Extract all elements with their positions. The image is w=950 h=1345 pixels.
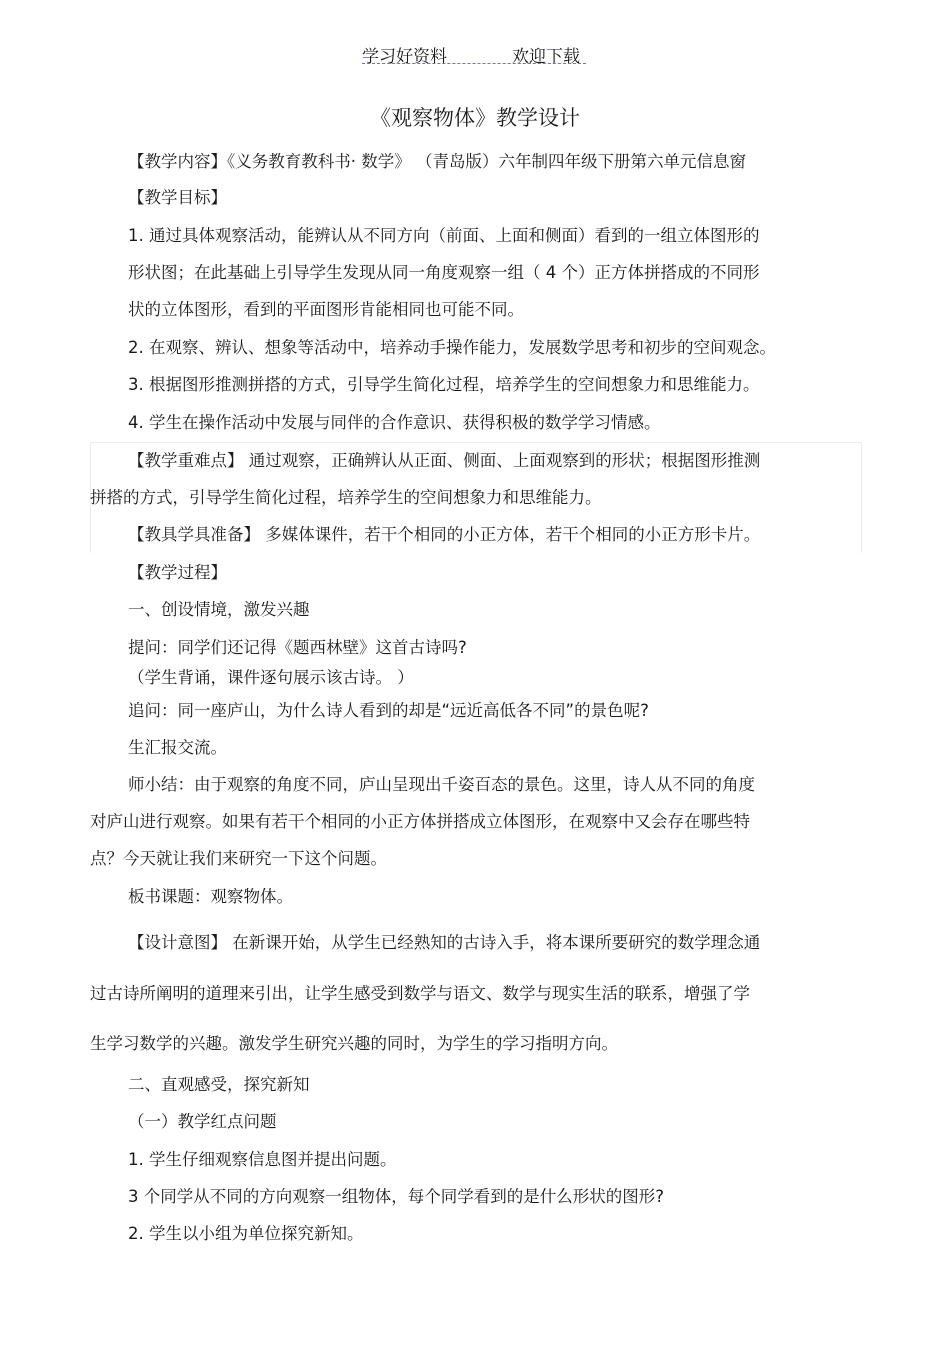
summary-line-3: 点？今天就让我们来研究一下这个问题。	[90, 849, 387, 868]
recite-line: （学生背诵，课件逐句展示该古诗。 ）	[128, 668, 414, 687]
goal-3: 3. 根据图形推测拼搭的方式，引导学生简化过程，培养学生的空间想象力和思维能力。	[128, 375, 760, 394]
goal-4: 4. 学生在操作活动中发展与同伴的合作意识、获得积极的数学学习情感。	[128, 413, 661, 432]
subsection-1-heading: （一）教学红点问题	[128, 1112, 277, 1131]
page-header	[0, 40, 950, 66]
step-1-line: 1. 学生仔细观察信息图并提出问题。	[128, 1150, 397, 1169]
follow-up-line: 追问：同一座庐山，为什么诗人看到的却是“远近高低各不同”的景色呢?	[128, 701, 649, 720]
design-intent-line-2: 过古诗所阐明的道理来引出，让学生感受到数学与语文、数学与现实生活的联系，增强了学	[90, 984, 750, 1003]
report-line: 生汇报交流。	[128, 738, 227, 757]
teaching-goals-heading: 【教学目标】	[128, 188, 227, 207]
header-dashed-underline	[362, 63, 586, 64]
goal-1-line-2: 形状图；在此基础上引导学生发现从同一角度观察一组（ 4 个）正方体拼搭成的不同形	[128, 263, 760, 282]
goal-1-line-1: 1. 通过具体观察活动，能辨认从不同方向（前面、上面和侧面）看到的一组立体图形的	[128, 226, 760, 245]
key-points-line-2: 拼搭的方式，引导学生简化过程，培养学生的空间想象力和思维能力。	[90, 488, 602, 507]
design-intent-line-3: 生学习数学的兴趣。激发学生研究兴趣的同时，为学生的学习指明方向。	[90, 1034, 618, 1053]
section-1-heading: 一、创设情境，激发兴趣	[128, 600, 310, 619]
process-heading: 【教学过程】	[128, 563, 227, 582]
key-points-line-1: 【教学重难点】 通过观察，正确辨认从正面、侧面、上面观察到的形状；根据图形推测	[128, 451, 761, 470]
goal-2: 2. 在观察、辨认、想象等活动中，培养动手操作能力，发展数学思考和初步的空间观念。	[128, 338, 776, 357]
board-title-line: 板书课题：观察物体。	[128, 887, 293, 906]
goal-1-line-3: 状的立体图形，看到的平面图形肯能相同也可能不同。	[128, 300, 524, 319]
document-title: 《观察物体》教学设计	[370, 106, 580, 130]
design-intent-line-1: 【设计意图】 在新课开始，从学生已经熟知的古诗入手，将本课所要研究的数学理念通	[128, 933, 761, 952]
header-left-text: 学习好资料	[362, 47, 447, 67]
teaching-content-line: 【教学内容】《义务教育教科书· 数学》 （青岛版）六年制四年级下册第六单元信息窗	[128, 152, 746, 171]
observation-question-line: 3 个同学从不同的方向观察一组物体，每个同学看到的是什么形状的图形?	[128, 1187, 665, 1206]
section-2-heading: 二、直观感受，探究新知	[128, 1075, 310, 1094]
materials-line: 【教具学具准备】 多媒体课件，若干个相同的小正方体，若干个相同的小正方形卡片。	[128, 525, 761, 544]
step-2-line: 2. 学生以小组为单位探究新知。	[128, 1224, 364, 1243]
question-line: 提问：同学们还记得《题西林壁》这首古诗吗?	[128, 638, 467, 657]
summary-line-2: 对庐山进行观察。如果有若干个相同的小正方体拼搭成立体图形，在观察中又会存在哪些特	[90, 812, 750, 831]
summary-line-1: 师小结：由于观察的角度不同，庐山呈现出千姿百态的景色。这里，诗人从不同的角度	[128, 775, 755, 794]
header-right-text: 欢迎下载	[512, 47, 580, 67]
